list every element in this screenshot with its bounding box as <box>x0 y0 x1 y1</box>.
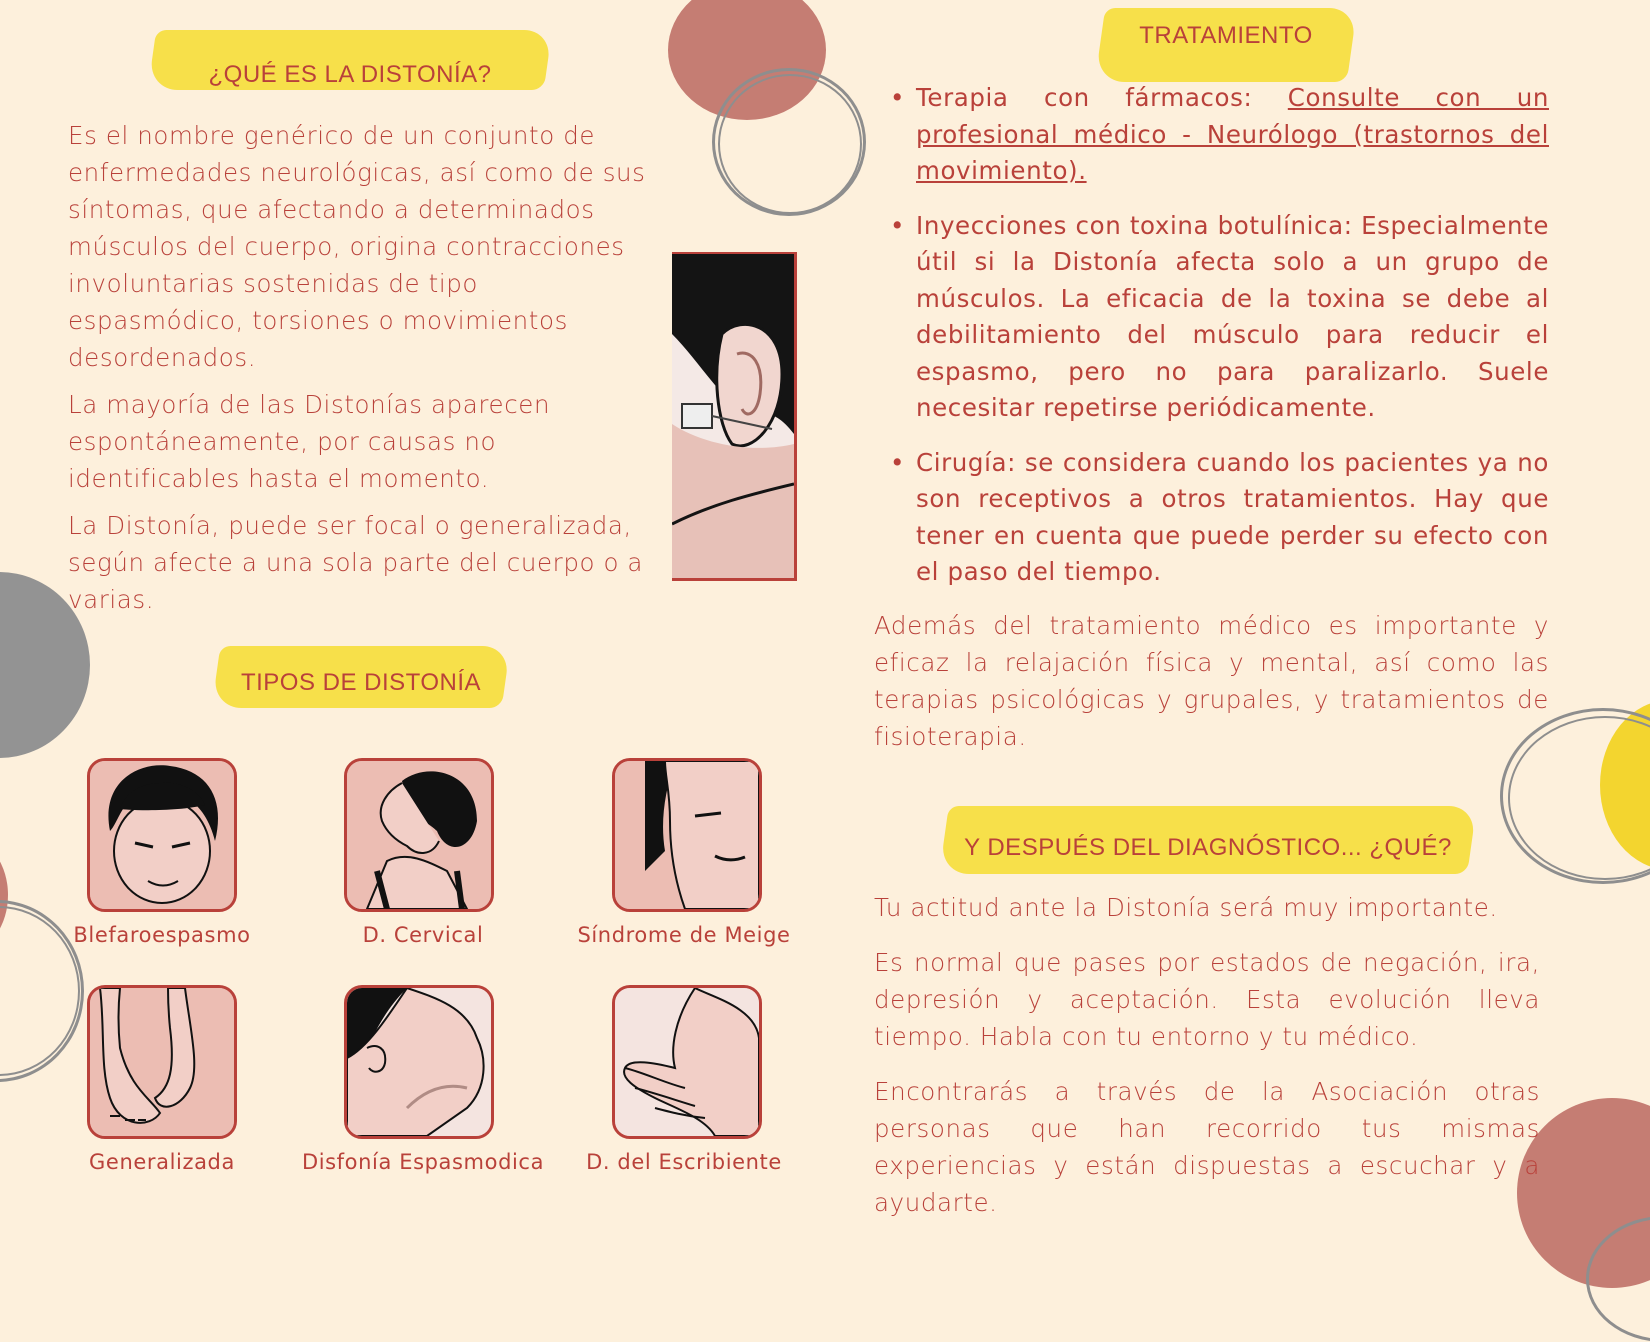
type-tile-generalized <box>87 985 237 1139</box>
treatment-title: TRATAMIENTO <box>1139 22 1313 49</box>
what-paragraph-2: La mayoría de las Distonías aparecen espontáneamente, por causas no identificables hasta el momento. <box>68 390 551 493</box>
treatment-item-botulinum-text: Inyecciones con toxina botulínica: Especialmente útil si la Distonía afecta solo a un grupo de músculos. La eficacia de la toxina se debe al debilitamiento del músculo para reducir el espasmo, pero no para paralizarlo. Suele necesitar repetirse periódicamente. <box>916 210 1549 422</box>
after-body <box>874 889 1540 1221</box>
meige-face-icon <box>615 761 759 909</box>
treatment-list <box>890 80 1549 609</box>
treatment-item-drugs <box>890 80 1549 190</box>
treatment-item-surgery <box>890 445 1549 591</box>
type-label-meige: Síndrome de Meige <box>577 923 791 947</box>
generalized-feet-icon <box>90 988 234 1136</box>
type-label-generalized: Generalizada <box>89 1150 235 1174</box>
types-heading <box>216 646 506 708</box>
what-body <box>68 117 653 618</box>
bullet: • <box>890 447 906 477</box>
injection-illustration <box>672 252 797 581</box>
writers-cramp-hand-icon <box>615 988 759 1136</box>
treatment-extra: Además del tratamiento médico es importante y eficaz la relajación física y mental, así como las terapias psicológicas y grupales, y tratamientos de fisioterapia. <box>874 611 1549 751</box>
type-tile-blepharospasm <box>87 758 237 912</box>
treatment-item-drugs-text: Terapia con fármacos: <box>916 83 1288 112</box>
after-heading <box>944 806 1472 874</box>
after-title: Y DESPUÉS DEL DIAGNÓSTICO... ¿QUÉ? <box>964 834 1452 861</box>
spasmodic-dysphonia-throat-icon <box>347 988 491 1136</box>
gray-ring-top-2 <box>718 74 862 214</box>
what-paragraph-3: La Distonía, puede ser focal o generalizada, según afecte a una sola parte del cuerpo o a varias. <box>68 511 644 614</box>
what-paragraph-1: Es el nombre genérico de un conjunto de enfermedades neurológicas, así como de sus síntomas, que afectando a determinados músculos del cuerpo, origina contracciones involuntarias sostenidas de tipo espasmódico, torsiones o movimientos desordenados. <box>68 121 646 372</box>
type-tile-writers-cramp <box>612 985 762 1139</box>
types-title: TIPOS DE DISTONÍA <box>240 669 482 696</box>
consult-neurologist-link[interactable]: Consulte con un profesional médico - Neurólogo (trastornos del movimiento). <box>916 83 1549 185</box>
after-paragraph-1: Tu actitud ante la Distonía será muy importante. <box>874 893 1498 922</box>
type-tile-meige <box>612 758 762 912</box>
treatment-heading <box>1100 8 1352 82</box>
after-paragraph-3: Encontrarás a través de la Asociación otras personas que han recorrido tus mismas experiencias y están dispuestas a escuchar y a ayudarte. <box>874 1077 1540 1217</box>
cervical-neck-icon <box>347 761 491 909</box>
what-heading <box>152 30 548 90</box>
type-label-cervical: D. Cervical <box>362 923 484 947</box>
after-paragraph-2: Es normal que pases por estados de negación, ira, depresión y aceptación. Esta evolución lleva tiempo. Habla con tu entorno y tu médico. <box>874 948 1540 1051</box>
bullet: • <box>890 210 906 240</box>
treatment-item-botulinum <box>890 208 1549 427</box>
type-tile-cervical <box>344 758 494 912</box>
type-tile-dysphonia <box>344 985 494 1139</box>
treatment-item-surgery-text: Cirugía: se considera cuando los pacientes ya no son receptivos a otros tratamientos. Hay que tener en cuenta que puede perder su efecto con el paso del tiempo. <box>916 447 1549 586</box>
bullet: • <box>890 83 906 112</box>
type-label-blepharospasm: Blefaroespasmo <box>73 923 251 947</box>
type-label-writers-cramp: D. del Escribiente <box>586 1150 782 1174</box>
type-label-dysphonia: Disfonía Espasmodica <box>301 1150 545 1174</box>
what-title: ¿QUÉ ES LA DISTONÍA? <box>208 61 492 88</box>
blepharospasm-face-icon <box>90 761 234 909</box>
